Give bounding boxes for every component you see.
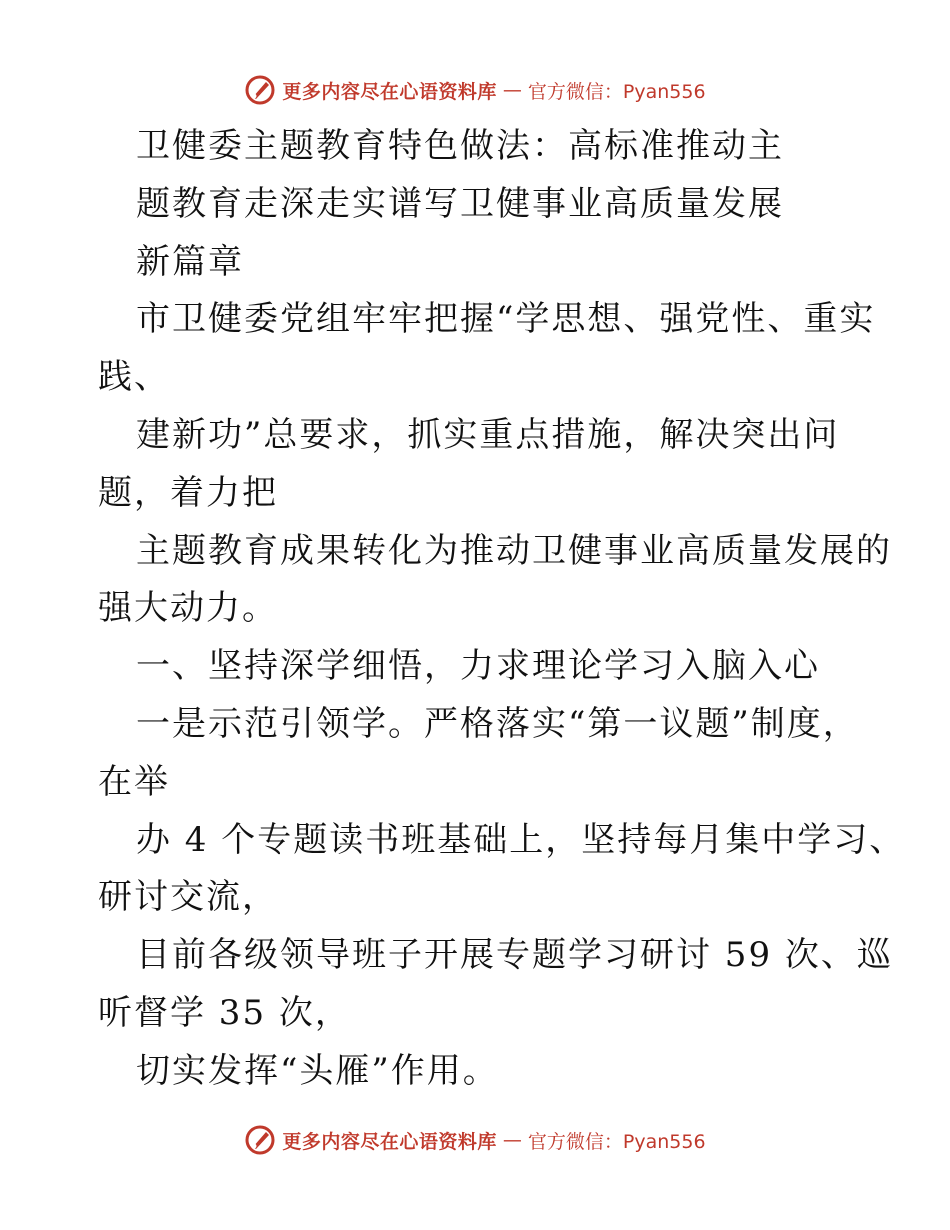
banner-wechat: 官方微信：Pyan556	[527, 1130, 706, 1153]
banner-text: 更多内容尽在心语资料库	[282, 80, 497, 103]
paragraph-line: 一是示范引领学。严格落实“第一议题”制度，	[136, 703, 859, 744]
title-line-2: 题教育走深走实谱写卫健事业高质量发展	[136, 183, 784, 224]
banner-wechat: 官方微信：Pyan556	[527, 80, 706, 103]
banner-dash: —	[502, 1129, 522, 1151]
paragraph-line: 践、	[98, 357, 170, 398]
paragraph-line: 办 4 个专题读书班基础上，坚持每月集中学习、	[136, 819, 906, 860]
paragraph-line: 题，着力把	[98, 472, 278, 513]
paragraph-line: 在举	[98, 761, 170, 802]
paragraph-line: 主题教育成果转化为推动卫健事业高质量发展的	[136, 530, 892, 571]
title-line-1: 卫健委主题教育特色做法：高标准推动主	[136, 126, 784, 166]
document-body	[98, 118, 906, 1101]
paragraph-line: 市卫健委党组牢牢把握“学思想、强党性、重实	[136, 299, 876, 340]
pen-logo-icon	[244, 1124, 276, 1156]
pen-logo-icon	[244, 74, 276, 106]
paragraph-line: 建新功”总要求，抓实重点措施，解决突出问	[136, 414, 840, 455]
paragraph-line: 听督学 35 次，	[98, 992, 351, 1033]
footer-watermark-banner	[0, 1120, 950, 1160]
title-line-3: 新篇章	[136, 241, 244, 282]
section-heading: 一、坚持深学细悟，力求理论学习入脑入心	[136, 646, 820, 687]
banner-text: 更多内容尽在心语资料库	[282, 1130, 497, 1153]
paragraph-line: 目前各级领导班子开展专题学习研讨 59 次、巡	[136, 935, 893, 976]
banner-dash: —	[502, 79, 522, 101]
header-watermark-banner	[0, 70, 950, 110]
paragraph-line: 研讨交流，	[98, 877, 278, 918]
paragraph-line: 强大动力。	[98, 588, 278, 629]
paragraph-line: 切实发挥“头雁”作用。	[136, 1050, 499, 1091]
